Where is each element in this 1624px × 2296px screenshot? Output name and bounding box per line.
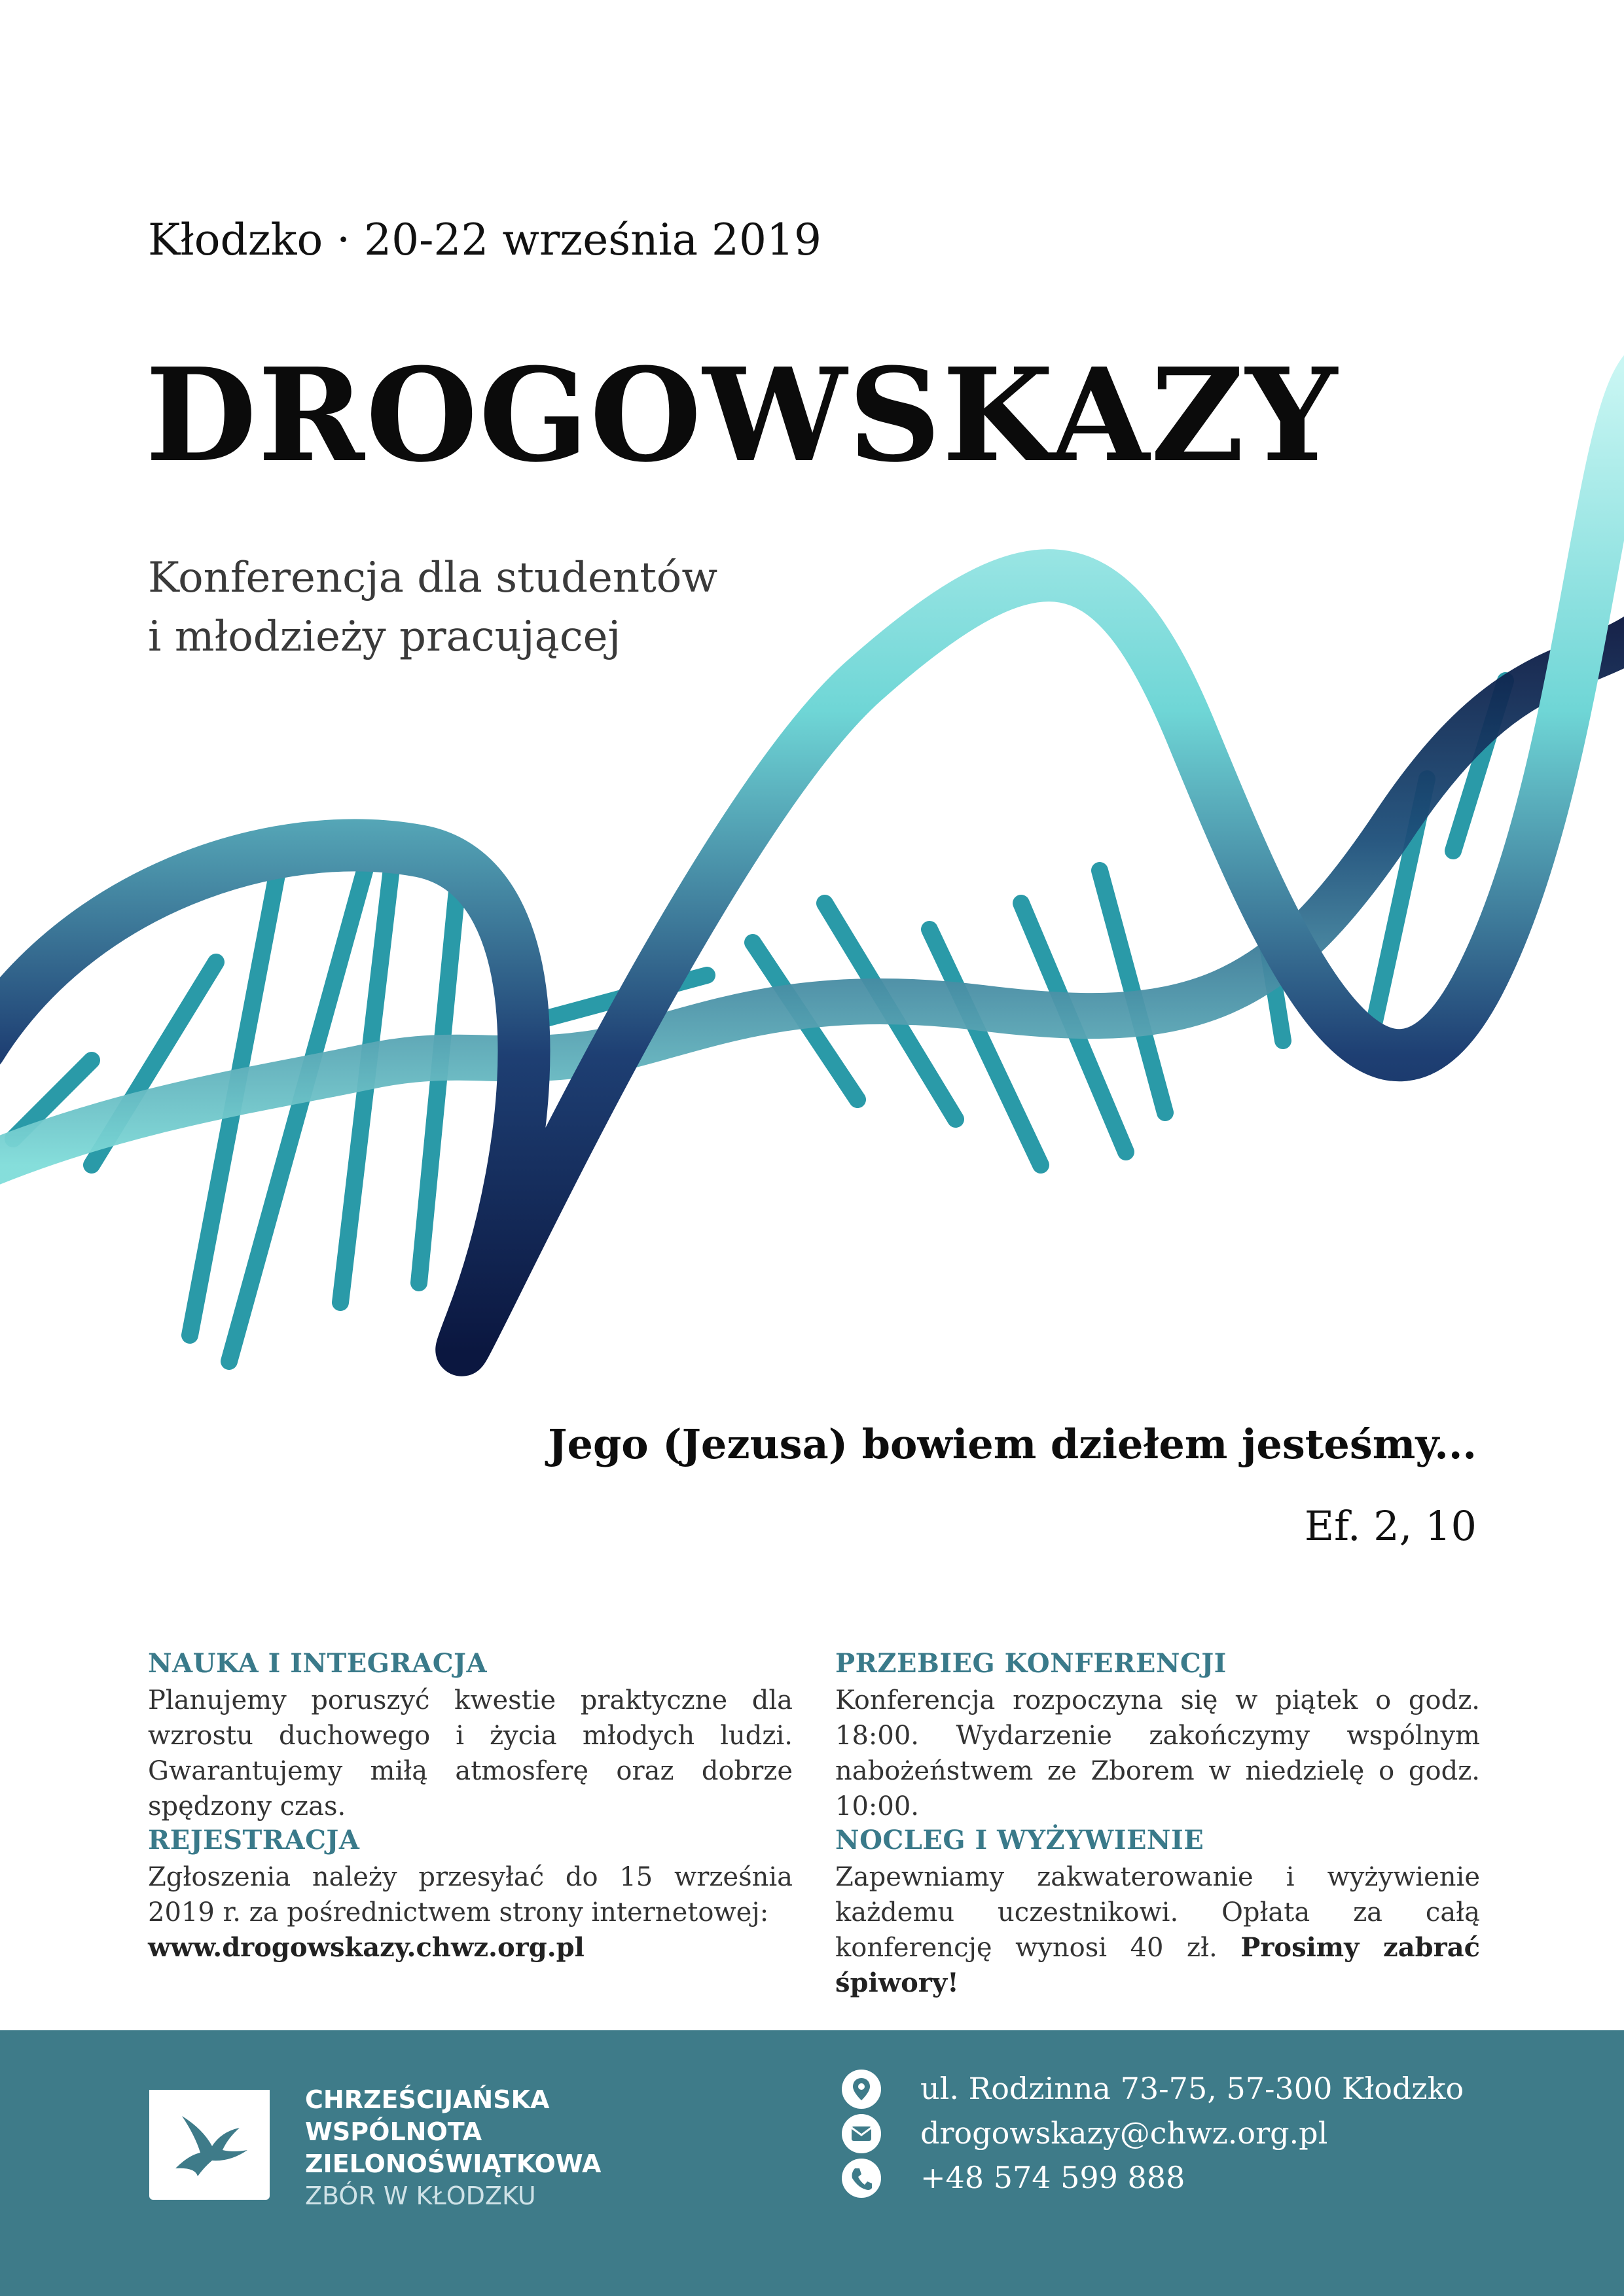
org-line-2: WSPÓLNOTA [305,2117,482,2146]
org-line-4: ZBÓR W KŁODZKU [305,2181,536,2210]
dna-rung [929,929,1041,1165]
subtitle [148,548,717,666]
org-line-3: ZIELONOŚWIĄTKOWA [305,2149,602,2178]
subtitle-line-1: Konferencja dla studentów [148,554,718,602]
phone-icon [842,2159,881,2198]
address-text: ul. Rodzinna 73-75, 57-300 Kłodzko [920,2071,1464,2106]
section-przebieg [835,1648,1480,1824]
email-link[interactable]: drogowskazy@chwz.org.pl [920,2115,1328,2151]
org-line-1: CHRZEŚCIJAŃSKA [305,2085,550,2114]
section-body: Planujemy poruszyć kwestie praktyczne dla wzrostu duchowego i życia młodych ludzi. Gwarantujemy miłą atmosferę oraz dobrze spędzony czas. [148,1685,793,1821]
section-body [148,1859,793,1965]
dove-logo-icon [149,2090,270,2200]
organization-name [305,2084,601,2212]
section-body-text: Zapewniamy zakwaterowanie i wyżywienie każdemu uczestnikowi. Opłata za całą konferencję wynosi 40 zł. [835,1862,1480,1963]
phone-link[interactable]: +48 574 599 888 [920,2160,1185,2195]
section-heading: NOCLEG I WYŻYWIENIE [835,1825,1204,1856]
page-title: DROGOWSKAZY [145,340,1339,491]
section-heading: REJESTRACJA [148,1825,360,1856]
section-heading: PRZEBIEG KONFERENCJI [835,1648,1227,1679]
subtitle-line-2: i młodzieży pracującej [148,613,621,661]
section-body [835,1859,1480,2001]
section-heading: NAUKA I INTEGRACJA [148,1648,487,1679]
section-nocleg [835,1825,1480,2001]
footer [0,2030,1624,2296]
section-body: Konferencja rozpoczyna się w piątek o godz. 18:00. Wydarzenie zakończymy wspólnym nabożeństwem ze Zborem w niedzielę o godz. 10:00. [835,1685,1480,1821]
event-meta: Kłodzko · 20-22 września 2019 [148,215,822,265]
bible-quote: Jego (Jezusa) bowiem dziełem jesteśmy... [548,1420,1477,1468]
location-pin-icon [842,2070,881,2109]
registration-link[interactable]: www.drogowskazy.chwz.org.pl [148,1932,585,1963]
bible-reference: Ef. 2, 10 [1304,1502,1477,1550]
section-body-text: Zgłoszenia należy przesyłać do 15 września 2019 r. za pośrednictwem strony internetowej: [148,1862,793,1928]
section-nauka [148,1648,793,1824]
section-rejestracja [148,1825,793,1965]
sleeping-bag-note: Prosimy zabrać śpiwory! [835,1932,1481,1998]
envelope-icon [842,2114,881,2153]
